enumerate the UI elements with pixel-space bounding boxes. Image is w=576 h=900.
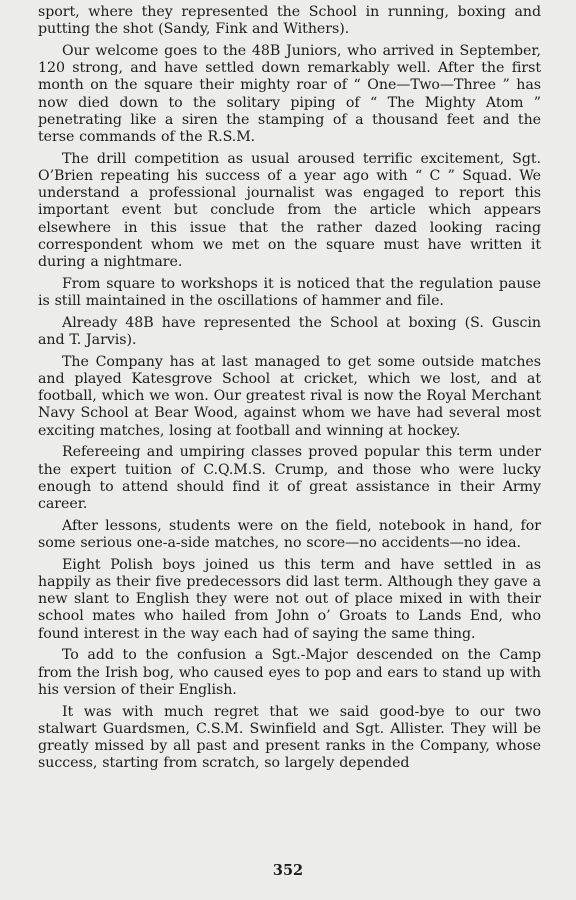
paragraph: Already 48B have represented the School at boxing (S. Guscin and T. Jarvis). <box>38 314 541 349</box>
paragraph: The drill competition as usual aroused terrific excitement, Sgt. O’Brien repeating his success of a year ago with “ C ” Squad. We understand a professional journalist was engaged to report this important event but conclude from the article which appears elsewhere in this issue that the rather dazed looking racing correspondent whom we met on the square must have written it during a nightmare. <box>38 150 541 271</box>
paragraph: sport, where they represented the School in running, boxing and putting the shot (Sandy, Fink and Withers). <box>38 4 541 38</box>
paragraph: The Company has at last managed to get some outside matches and played Katesgrove School at cricket, which we lost, and at football, which we won. Our greatest rival is now the Royal Merchant Navy School at Bear Wood, against whom we have had several most exciting matches, losing at football and winning at hockey. <box>38 353 541 439</box>
body-text <box>38 4 541 777</box>
page-number: 352 <box>272 862 304 879</box>
paragraph: Our welcome goes to the 48B Juniors, who arrived in September, 120 strong, and have settled down remarkably well. After the first month on the square their mighty roar of “ One—Two—Three ” has now died down to the solitary piping of “ The Mighty Atom ” penetrating like a siren the stamping of a thousand feet and the terse commands of the R.S.M. <box>38 43 541 146</box>
paragraph: From square to workshops it is noticed that the regulation pause is still maintained in the oscillations of hammer and file. <box>38 275 541 310</box>
paragraph: It was with much regret that we said good-bye to our two stalwart Guardsmen, C.S.M. Swinfield and Sgt. Allister. They will be greatly missed by all past and present ranks in the Company, whose success, starting from scratch, so largely depended <box>38 703 541 772</box>
paragraph: To add to the confusion a Sgt.-Major descended on the Camp from the Irish bog, who caused eyes to pop and ears to stand up with his version of their English. <box>38 647 541 698</box>
paragraph: After lessons, students were on the field, notebook in hand, for some serious one-a-side matches, no score—no accidents—no idea. <box>38 517 541 552</box>
paragraph: Eight Polish boys joined us this term and have settled in as happily as their five predecessors did last term. Although they gave a new slant to English they were not out of place mixed in with their school mates who hailed from John o’ Groats to Lands End, who found interest in the way each had of saying the same thing. <box>38 556 541 642</box>
paragraph: Refereeing and umpiring classes proved popular this term under the expert tuition of C.Q.M.S. Crump, and those who were lucky enough to attend should find it of great assistance in their Army career. <box>38 444 541 513</box>
